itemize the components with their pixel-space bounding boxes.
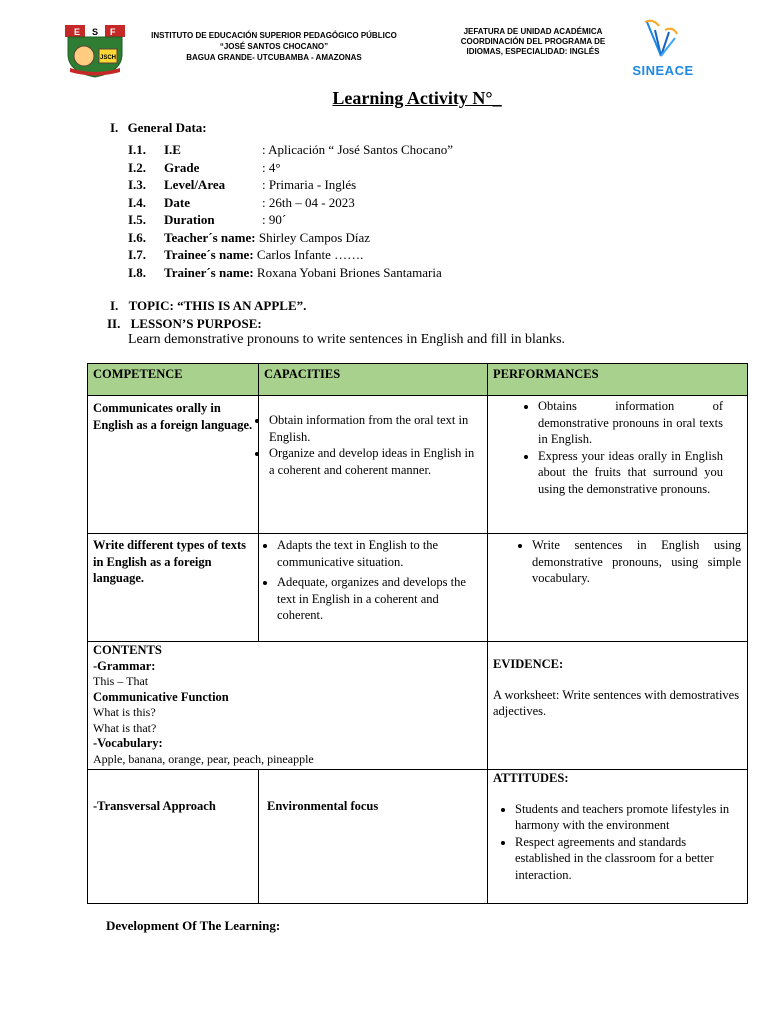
general-data-label: General Data:: [127, 120, 207, 135]
gd-label-text: Trainer´s name:: [164, 264, 254, 280]
competence-cell: [88, 396, 259, 534]
performances-cell: [488, 534, 748, 642]
gd-value: Roxana Yobani Briones Santamaria: [256, 264, 442, 280]
function-line: What is this?: [93, 705, 156, 719]
gd-value: : 4°: [262, 159, 281, 175]
evidence-text: A worksheet: Write sentences with demostratives adjectives.: [493, 688, 740, 718]
capacities-cell: [259, 534, 488, 642]
attitude-item: • Students and teachers promote lifestyles in harmony with the environment: [515, 801, 742, 834]
performances-cell: [488, 396, 748, 534]
sineace-label: SINEACE: [632, 63, 694, 78]
jefatura-header: [448, 27, 618, 57]
logo-letter-3: F: [110, 27, 116, 37]
attitude-item: • Respect agreements and standards established in the classroom for a better interaction.: [515, 834, 742, 884]
jefatura-line-1: JEFATURA DE UNIDAD ACADÉMICA: [463, 27, 603, 36]
gd-label: [164, 265, 442, 281]
sineace-emblem-icon: [625, 16, 701, 58]
competence-text: Communicates orally in English as a foreign language.: [93, 401, 253, 432]
general-data-num: I.: [110, 120, 119, 135]
table-header-row: [88, 364, 748, 396]
gd-value: : Primaria - Inglés: [262, 177, 357, 192]
gd-row-ie: [128, 142, 748, 160]
gd-label: Duration: [164, 212, 215, 227]
transversal-focus: Environmental focus: [267, 799, 379, 813]
gd-num: I.5.: [128, 212, 147, 227]
gd-row-date: [128, 195, 748, 213]
gd-num: I.3.: [128, 177, 147, 192]
gd-label: Date: [164, 194, 190, 210]
transversal-row: [88, 770, 748, 904]
header-competence: COMPETENCE: [88, 364, 259, 396]
gd-row-trainee: [128, 247, 748, 265]
gd-num: I.4.: [128, 194, 147, 210]
gd-num: I.6.: [128, 229, 147, 245]
transversal-focus-cell: [259, 770, 488, 904]
evidence-heading: EVIDENCE:: [493, 657, 564, 671]
gd-label: [164, 230, 370, 246]
gd-row-grade: [128, 160, 748, 178]
gd-label: Grade: [164, 159, 200, 175]
purpose-label: LESSON’S PURPOSE:: [130, 316, 262, 331]
gd-label: [164, 247, 363, 263]
transversal-label-cell: [88, 770, 259, 904]
jefatura-line-3: IDIOMAS, ESPECIALIDAD: INGLÉS: [466, 47, 600, 56]
performance-item: • Write sentences in English using demonstrative pronouns, using simple vocabulary.: [532, 537, 741, 587]
attitudes-heading: ATTITUDES:: [493, 771, 569, 785]
table-row: [88, 396, 748, 534]
competence-table: [87, 363, 748, 904]
capacity-item: • Adapts the text in English to the communicative situation.: [277, 537, 482, 570]
institute-header: [140, 30, 408, 63]
sineace-logo: [625, 16, 701, 78]
gd-num: I.7.: [128, 247, 147, 262]
capacities-cell: [259, 396, 488, 534]
institute-logo: [64, 24, 126, 78]
gd-value: : Aplicación “ José Santos Chocano”: [262, 142, 453, 157]
gd-label: Level/Area: [164, 177, 226, 192]
gd-value: : 26th – 04 - 2023: [262, 194, 355, 210]
capacity-item: • Obtain information from the oral text in English.: [269, 412, 482, 445]
gd-label-text: Teacher´s name:: [164, 229, 256, 245]
gd-label: I.E: [164, 142, 181, 157]
gd-row-trainer: [128, 265, 748, 283]
gd-value: Carlos Infante …….: [256, 247, 364, 262]
page-title: Learning Activity N°_: [332, 88, 502, 108]
topic-line: [110, 298, 306, 314]
grammar-label: -Grammar:: [93, 658, 156, 673]
institute-line-2: “JOSÉ SANTOS CHOCANO”: [219, 42, 329, 51]
function-label: Communicative Function: [93, 689, 229, 704]
topic-num: I.: [110, 298, 119, 313]
logo-letter-1: E: [74, 27, 81, 37]
performance-item: • Obtains information of demonstrative pronouns in oral texts in English.: [538, 398, 723, 448]
logo-letter-2: S: [92, 27, 99, 37]
jefatura-line-2: COORDINACIÓN DEL PROGRAMA DE: [460, 37, 606, 46]
header-performances: PERFORMANCES: [488, 364, 748, 396]
purpose-heading: [107, 316, 262, 332]
contents-cell: [88, 642, 488, 770]
competence-cell: [88, 534, 259, 642]
capacity-item: • Organize and develop ideas in English in a coherent and coherent manner.: [269, 445, 482, 478]
gd-row-level: [128, 177, 748, 195]
topic-text: TOPIC: “THIS IS AN APPLE”.: [128, 298, 307, 313]
purpose-num: II.: [107, 316, 121, 331]
purpose-text: Learn demonstrative pronouns to write sentences in English and fill in blanks.: [128, 332, 566, 347]
institute-line-3: BAGUA GRANDE- UTCUBAMBA - AMAZONAS: [186, 53, 362, 62]
capacity-item: • Adequate, organizes and develops the text in English in a coherent and coherent.: [277, 574, 482, 624]
vocab-value: Apple, banana, orange, pear, peach, pineapple: [93, 751, 314, 766]
gd-num: I.8.: [128, 264, 147, 280]
function-line: What is that?: [93, 720, 157, 735]
logo-initials: JSCH: [100, 55, 117, 61]
gd-row-duration: [128, 212, 748, 230]
gd-value: Shirley Campos Díaz: [258, 229, 371, 245]
attitudes-cell: [488, 770, 748, 904]
transversal-label: -Transversal Approach: [93, 799, 216, 813]
competence-text: Write different types of texts in English as a foreign language.: [93, 538, 246, 585]
gd-num: I.2.: [128, 159, 147, 175]
contents-heading: CONTENTS: [93, 643, 162, 657]
gd-value: : 90´: [262, 212, 287, 227]
development-heading: Development Of The Learning:: [106, 918, 281, 933]
gd-label-text: Trainee´s name:: [164, 247, 254, 262]
vocab-label: -Vocabulary:: [93, 736, 163, 750]
header-capacities: CAPACITIES: [259, 364, 488, 396]
general-data-heading: [110, 120, 207, 136]
gd-num: I.1.: [128, 142, 147, 157]
performance-item: • Express your ideas orally in English about the fruits that surround you using the demonstrative pronouns.: [538, 448, 723, 498]
grammar-value: This – That: [93, 674, 149, 688]
contents-row: [88, 642, 748, 770]
gd-row-teacher: [128, 230, 748, 248]
table-row: [88, 534, 748, 642]
institute-line-1: INSTITUTO DE EDUCACIÓN SUPERIOR PEDAGÓGICO PÚBLICO: [151, 31, 397, 40]
evidence-cell: [488, 642, 748, 770]
